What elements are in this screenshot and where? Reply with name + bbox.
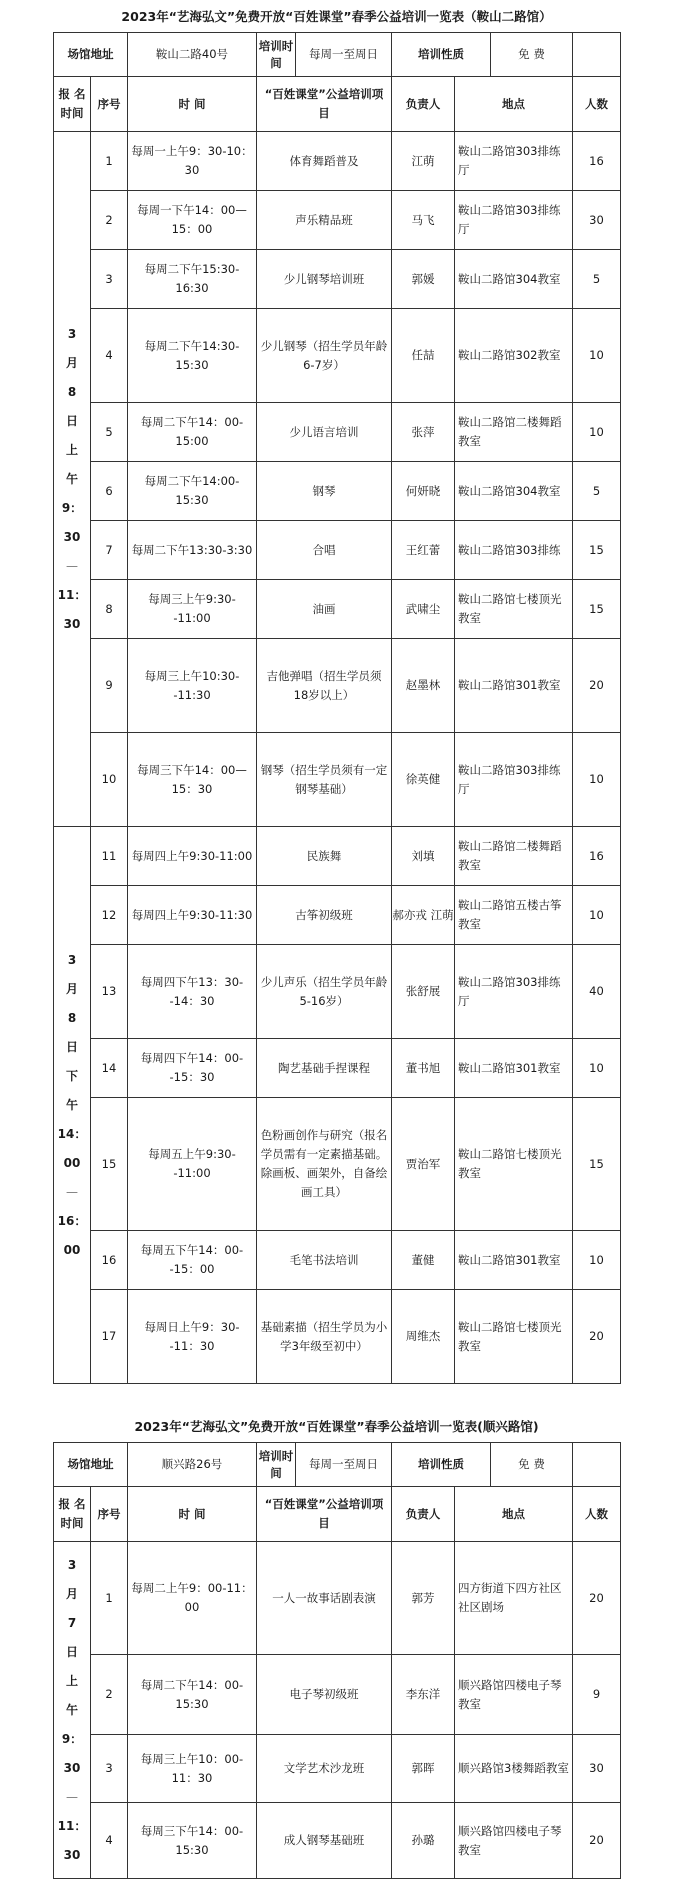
row-count: 20	[573, 1803, 621, 1879]
training-time-value: 每周一至周日	[309, 47, 378, 61]
header-count: 人数	[573, 77, 621, 132]
venue-value: 顺兴路26号	[128, 1443, 257, 1487]
row-no: 8	[91, 580, 128, 639]
row-owner: 李东洋	[392, 1655, 455, 1735]
row-no: 1	[91, 1542, 128, 1655]
row-place: 鞍山二路馆302教室	[455, 309, 573, 403]
row-count: 30	[573, 191, 621, 250]
training-time-value: 每周一至周日	[309, 1457, 378, 1471]
venue-value: 鞍山二路40号	[128, 33, 257, 77]
table-row	[54, 1655, 621, 1735]
row-project: 基础素描（招生学员为小学3年级至初中）	[257, 1290, 392, 1384]
row-count: 9	[573, 1655, 621, 1735]
table-row	[54, 733, 621, 827]
table2-info-row	[54, 1443, 621, 1487]
row-count: 5	[573, 462, 621, 521]
row-owner: 刘填	[392, 827, 455, 886]
row-time: 每周四下午13：30--14：30	[128, 945, 257, 1039]
row-time: 每周一上午9：30-10：30	[128, 132, 257, 191]
table2	[53, 1442, 621, 1879]
row-no: 2	[91, 191, 128, 250]
table-row	[54, 191, 621, 250]
row-no: 4	[91, 309, 128, 403]
header-place: 地点	[455, 77, 573, 132]
row-time: 每周三上午9:30--11:00	[128, 580, 257, 639]
table-row	[54, 462, 621, 521]
row-project: 成人钢琴基础班	[257, 1803, 392, 1879]
row-owner: 贾治军	[392, 1098, 455, 1231]
row-count: 10	[573, 733, 621, 827]
row-place: 鞍山二路馆七楼顶光教室	[455, 1290, 573, 1384]
row-owner: 郭媛	[392, 250, 455, 309]
row-no: 3	[91, 250, 128, 309]
venue-label: 场馆地址	[54, 1443, 128, 1487]
table-row	[54, 250, 621, 309]
row-time: 每周五下午14：00--15：00	[128, 1231, 257, 1290]
row-count: 20	[573, 639, 621, 733]
row-place: 鞍山二路馆301教室	[455, 1039, 573, 1098]
row-owner: 张萍	[392, 403, 455, 462]
table2-title: 2023年“艺海弘文”免费开放“百姓课堂”春季公益培训一览表(顺兴路馆)	[134, 1419, 539, 1434]
row-no: 1	[91, 132, 128, 191]
row-owner: 郭晖	[392, 1735, 455, 1803]
training-time-label: 培训时间	[257, 33, 296, 76]
training-time-label: 培训时间	[257, 1443, 296, 1486]
row-count: 20	[573, 1542, 621, 1655]
row-count: 15	[573, 580, 621, 639]
table1-header-row	[54, 77, 621, 132]
row-count: 40	[573, 945, 621, 1039]
row-owner: 王红蕾	[392, 521, 455, 580]
row-project: 毛笔书法培训	[257, 1231, 392, 1290]
table-row	[54, 1039, 621, 1098]
row-count: 15	[573, 1098, 621, 1231]
row-count: 10	[573, 403, 621, 462]
table2-header-row	[54, 1487, 621, 1542]
table-row	[54, 1231, 621, 1290]
row-count: 15	[573, 521, 621, 580]
row-time: 每周二下午15:30-16:30	[128, 250, 257, 309]
row-place: 顺兴路馆四楼电子琴教室	[455, 1803, 573, 1879]
row-no: 17	[91, 1290, 128, 1384]
training-nature-value: 免 费	[518, 47, 545, 61]
header-project: “百姓课堂”公益培训项目	[257, 1487, 392, 1542]
row-count: 5	[573, 250, 621, 309]
row-owner: 徐英健	[392, 733, 455, 827]
row-owner: 武啸尘	[392, 580, 455, 639]
row-place: 鞍山二路馆301教室	[455, 1231, 573, 1290]
row-project: 少儿声乐（招生学员年龄5-16岁）	[257, 945, 392, 1039]
row-place: 鞍山二路馆303排练厅	[455, 191, 573, 250]
row-project: 声乐精品班	[257, 191, 392, 250]
signup-date-group-1: 3 月 8 日 上 午 9：30 — 11：30	[54, 132, 91, 827]
table1	[53, 32, 621, 1384]
row-owner: 周维杰	[392, 1290, 455, 1384]
row-place: 鞍山二路馆304教室	[455, 250, 573, 309]
table-row	[54, 827, 621, 886]
row-project: 少儿语言培训	[257, 403, 392, 462]
row-count: 10	[573, 886, 621, 945]
table-row	[54, 580, 621, 639]
header-signup-time: 报 名 时间	[54, 1487, 91, 1542]
table-row	[54, 309, 621, 403]
training-nature-label: 培训性质	[392, 1443, 491, 1486]
row-time: 每周四上午9:30-11:30	[128, 886, 257, 945]
row-count: 10	[573, 309, 621, 403]
row-time: 每周三上午10:30--11:30	[128, 639, 257, 733]
row-time: 每周五上午9:30--11:00	[128, 1098, 257, 1231]
row-place: 鞍山二路馆七楼顶光教室	[455, 580, 573, 639]
table-row	[54, 403, 621, 462]
row-project: 吉他弹唱（招生学员须18岁以上）	[257, 639, 392, 733]
signup-date-group-2: 3 月 8 日 下 午 14：00 — 16：00	[54, 827, 91, 1384]
row-project: 体育舞蹈普及	[257, 132, 392, 191]
row-no: 11	[91, 827, 128, 886]
row-project: 色粉画创作与研究（报名学员需有一定素描基础。除画板、画架外，自备绘画工具）	[257, 1098, 392, 1231]
header-owner: 负责人	[392, 77, 455, 132]
row-no: 5	[91, 403, 128, 462]
header-time: 时 间	[128, 77, 257, 132]
row-time: 每周二下午14:30-15:30	[128, 309, 257, 403]
row-owner: 郝亦戎 江萌	[392, 886, 455, 945]
row-time: 每周日上午9：30--11：30	[128, 1290, 257, 1384]
row-place: 鞍山二路馆301教室	[455, 639, 573, 733]
row-no: 15	[91, 1098, 128, 1231]
venue-label: 场馆地址	[54, 33, 128, 77]
header-signup-time: 报 名 时间	[54, 77, 91, 132]
table1-title: 2023年“艺海弘文”免费开放“百姓课堂”春季公益培训一览表（鞍山二路馆）	[121, 9, 552, 24]
row-time: 每周三下午14：00—15：30	[128, 733, 257, 827]
row-owner: 张舒展	[392, 945, 455, 1039]
row-time: 每周二下午14：00-15:00	[128, 403, 257, 462]
header-place: 地点	[455, 1487, 573, 1542]
row-no: 6	[91, 462, 128, 521]
row-owner: 江萌	[392, 132, 455, 191]
row-place: 鞍山二路馆七楼顶光教室	[455, 1098, 573, 1231]
row-owner: 马飞	[392, 191, 455, 250]
header-no: 序号	[91, 77, 128, 132]
row-time: 每周三上午10：00-11：30	[128, 1735, 257, 1803]
table1-info-row	[54, 33, 621, 77]
header-no: 序号	[91, 1487, 128, 1542]
row-project: 少儿钢琴培训班	[257, 250, 392, 309]
row-time: 每周二上午9：00-11：00	[128, 1542, 257, 1655]
row-no: 9	[91, 639, 128, 733]
row-owner: 孙璐	[392, 1803, 455, 1879]
row-time: 每周二下午14:00-15:30	[128, 462, 257, 521]
header-time: 时 间	[128, 1487, 257, 1542]
row-place: 鞍山二路馆二楼舞蹈教室	[455, 827, 573, 886]
row-owner: 何妍晓	[392, 462, 455, 521]
row-project: 少儿钢琴（招生学员年龄6-7岁）	[257, 309, 392, 403]
row-place: 顺兴路馆3楼舞蹈教室	[455, 1735, 573, 1803]
training-nature-label: 培训性质	[392, 33, 491, 76]
row-no: 7	[91, 521, 128, 580]
header-project: “百姓课堂”公益培训项目	[257, 77, 392, 132]
row-place: 鞍山二路馆303排练厅	[455, 733, 573, 827]
row-count: 16	[573, 827, 621, 886]
row-project: 民族舞	[257, 827, 392, 886]
table-row	[54, 1542, 621, 1655]
row-project: 一人一故事话剧表演	[257, 1542, 392, 1655]
row-time: 每周三下午14：00-15:30	[128, 1803, 257, 1879]
row-time: 每周四上午9:30-11:00	[128, 827, 257, 886]
table-row	[54, 132, 621, 191]
row-time: 每周一下午14：00—15：00	[128, 191, 257, 250]
row-no: 4	[91, 1803, 128, 1879]
table-row	[54, 521, 621, 580]
header-count: 人数	[573, 1487, 621, 1542]
row-place: 鞍山二路馆304教室	[455, 462, 573, 521]
table-row	[54, 1803, 621, 1879]
row-no: 10	[91, 733, 128, 827]
row-project: 电子琴初级班	[257, 1655, 392, 1735]
row-owner: 赵墨林	[392, 639, 455, 733]
row-count: 20	[573, 1290, 621, 1384]
table-row	[54, 1735, 621, 1803]
table-row	[54, 1290, 621, 1384]
row-place: 鞍山二路馆303排练厅	[455, 945, 573, 1039]
row-place: 四方街道下四方社区 社区剧场	[455, 1542, 573, 1655]
row-owner: 任喆	[392, 309, 455, 403]
row-time: 每周二下午14：00-15:30	[128, 1655, 257, 1735]
table-row	[54, 886, 621, 945]
row-no: 14	[91, 1039, 128, 1098]
row-project: 文学艺术沙龙班	[257, 1735, 392, 1803]
signup-date-group-3: 3 月 7 日 上 午 9：30 — 11：30	[54, 1542, 91, 1879]
row-owner: 董书旭	[392, 1039, 455, 1098]
row-place: 鞍山二路馆二楼舞蹈教室	[455, 403, 573, 462]
row-project: 钢琴	[257, 462, 392, 521]
row-project: 钢琴（招生学员须有一定钢琴基础）	[257, 733, 392, 827]
row-no: 13	[91, 945, 128, 1039]
row-owner: 董健	[392, 1231, 455, 1290]
table-row	[54, 945, 621, 1039]
row-no: 12	[91, 886, 128, 945]
row-count: 10	[573, 1039, 621, 1098]
row-place: 顺兴路馆四楼电子琴教室	[455, 1655, 573, 1735]
training-nature-value: 免 费	[518, 1457, 545, 1471]
row-place: 鞍山二路馆303排练	[455, 521, 573, 580]
row-no: 2	[91, 1655, 128, 1735]
row-time: 每周二下午13:30-3:30	[128, 521, 257, 580]
row-project: 油画	[257, 580, 392, 639]
row-no: 3	[91, 1735, 128, 1803]
row-project: 陶艺基础手捏课程	[257, 1039, 392, 1098]
row-time: 每周四下午14：00--15：30	[128, 1039, 257, 1098]
row-count: 30	[573, 1735, 621, 1803]
row-place: 鞍山二路馆303排练厅	[455, 132, 573, 191]
table-row	[54, 639, 621, 733]
row-count: 10	[573, 1231, 621, 1290]
row-place: 鞍山二路馆五楼古筝教室	[455, 886, 573, 945]
row-project: 合唱	[257, 521, 392, 580]
row-no: 16	[91, 1231, 128, 1290]
row-count: 16	[573, 132, 621, 191]
table-row	[54, 1098, 621, 1231]
row-project: 古筝初级班	[257, 886, 392, 945]
row-owner: 郭芳	[392, 1542, 455, 1655]
header-owner: 负责人	[392, 1487, 455, 1542]
